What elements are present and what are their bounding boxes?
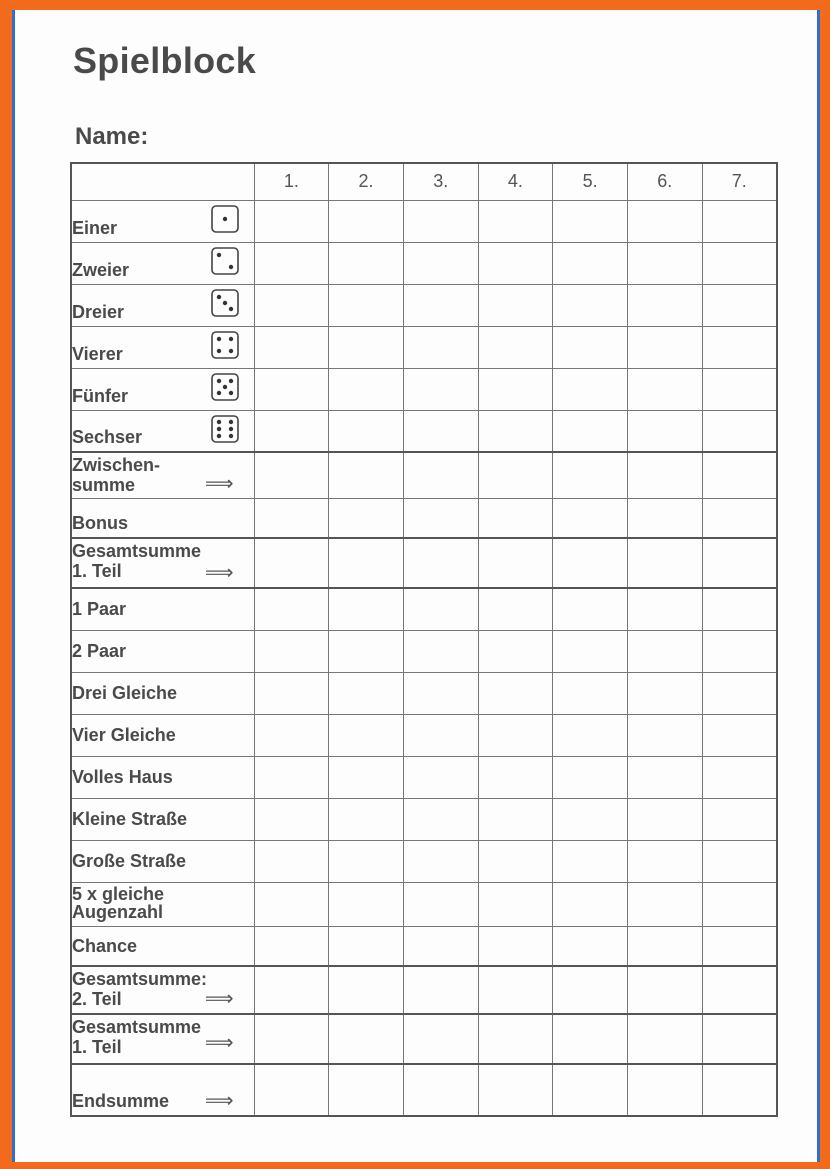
- score-cell[interactable]: [403, 284, 478, 326]
- score-cell[interactable]: [329, 1014, 404, 1064]
- score-cell[interactable]: [553, 242, 628, 284]
- score-cell[interactable]: [403, 1064, 478, 1116]
- score-cell[interactable]: [627, 368, 702, 410]
- row-gesamtsumme-teil1-repeat: [71, 1014, 777, 1064]
- score-cell[interactable]: [478, 368, 553, 410]
- score-cell[interactable]: [627, 840, 702, 882]
- score-cell[interactable]: [254, 882, 329, 926]
- row-label: [71, 882, 254, 926]
- row-label-text: Endsumme: [72, 1091, 170, 1111]
- score-cell[interactable]: [329, 672, 404, 714]
- score-cell[interactable]: [254, 284, 329, 326]
- score-cell[interactable]: [553, 588, 628, 630]
- row-grosse-strasse: [71, 840, 777, 882]
- row-label-text: Bonus: [72, 513, 128, 533]
- score-cell[interactable]: [553, 368, 628, 410]
- score-cell[interactable]: [403, 200, 478, 242]
- score-cell[interactable]: [403, 452, 478, 498]
- column-header: 5.: [553, 163, 628, 200]
- score-cell[interactable]: [702, 588, 777, 630]
- score-cell[interactable]: [254, 756, 329, 798]
- score-cell[interactable]: [329, 452, 404, 498]
- score-cell[interactable]: [553, 326, 628, 368]
- score-cell[interactable]: [702, 714, 777, 756]
- score-cell[interactable]: [254, 588, 329, 630]
- score-cell[interactable]: [403, 588, 478, 630]
- score-cell[interactable]: [702, 966, 777, 1014]
- row-label-text: Kleine Straße: [72, 809, 188, 829]
- score-cell[interactable]: [329, 1064, 404, 1116]
- row-label: [71, 714, 254, 756]
- score-cell[interactable]: [254, 630, 329, 672]
- score-cell[interactable]: [329, 284, 404, 326]
- score-cell[interactable]: [254, 200, 329, 242]
- row-label-text: Sechser: [72, 427, 143, 447]
- score-cell[interactable]: [329, 326, 404, 368]
- column-header: 3.: [403, 163, 478, 200]
- row-bonus: [71, 498, 777, 538]
- row-label-text: 2. Teil: [72, 989, 122, 1009]
- score-cell[interactable]: [403, 756, 478, 798]
- score-cell[interactable]: [553, 756, 628, 798]
- score-cell[interactable]: [329, 840, 404, 882]
- score-cell[interactable]: [553, 672, 628, 714]
- score-cell[interactable]: [702, 630, 777, 672]
- score-cell[interactable]: [627, 798, 702, 840]
- score-cell[interactable]: [329, 630, 404, 672]
- arrow-icon: ⟹: [204, 1032, 234, 1054]
- column-header: 1.: [254, 163, 329, 200]
- row-5-gleiche: [71, 882, 777, 926]
- score-cell[interactable]: [627, 756, 702, 798]
- row-drei-gleiche: [71, 672, 777, 714]
- column-header: 2.: [329, 163, 404, 200]
- score-cell[interactable]: [254, 926, 329, 966]
- row-endsumme: [71, 1064, 777, 1116]
- score-cell[interactable]: [553, 284, 628, 326]
- die-five-icon: [211, 373, 239, 401]
- die-three-icon: [211, 289, 239, 317]
- row-label-text: summe: [72, 475, 136, 495]
- score-cell[interactable]: [702, 410, 777, 452]
- score-cell[interactable]: [478, 1014, 553, 1064]
- row-label-text: 1. Teil: [72, 1037, 122, 1057]
- row-label-text: 1 Paar: [72, 599, 127, 620]
- score-cell[interactable]: [329, 926, 404, 966]
- score-cell[interactable]: [403, 672, 478, 714]
- score-cell[interactable]: [403, 1014, 478, 1064]
- row-label: [71, 630, 254, 672]
- score-cell[interactable]: [702, 756, 777, 798]
- score-cell[interactable]: [403, 242, 478, 284]
- score-cell[interactable]: [254, 714, 329, 756]
- score-cell[interactable]: [403, 926, 478, 966]
- die-two-icon: [211, 247, 239, 275]
- score-cell[interactable]: [702, 798, 777, 840]
- arrow-icon: ⟹: [204, 1090, 234, 1112]
- score-cell[interactable]: [702, 1064, 777, 1116]
- row-label: [71, 410, 254, 452]
- score-cell[interactable]: [478, 966, 553, 1014]
- score-cell[interactable]: [329, 368, 404, 410]
- score-cell[interactable]: [553, 1014, 628, 1064]
- score-cell[interactable]: [329, 242, 404, 284]
- row-label: [71, 538, 254, 588]
- score-cell[interactable]: [627, 714, 702, 756]
- row-label: [71, 588, 254, 630]
- score-cell[interactable]: [627, 672, 702, 714]
- score-cell[interactable]: [403, 882, 478, 926]
- score-cell[interactable]: [627, 326, 702, 368]
- row-1-paar: [71, 588, 777, 630]
- score-cell[interactable]: [627, 410, 702, 452]
- row-label-text: Gesamtsumme:: [72, 969, 208, 989]
- score-cell[interactable]: [329, 410, 404, 452]
- score-cell[interactable]: [478, 326, 553, 368]
- row-label-text: Chance: [72, 935, 138, 956]
- arrow-icon: ⟹: [204, 472, 234, 495]
- score-cell[interactable]: [478, 756, 553, 798]
- score-cell[interactable]: [702, 1014, 777, 1064]
- page-title: Spielblock: [73, 40, 257, 81]
- score-cell[interactable]: [627, 1064, 702, 1116]
- score-cell[interactable]: [403, 798, 478, 840]
- row-dreier: [71, 284, 777, 326]
- row-label-text: Vierer: [72, 343, 123, 364]
- score-cell[interactable]: [329, 798, 404, 840]
- row-vier-gleiche: [71, 714, 777, 756]
- row-kleine-strasse: [71, 798, 777, 840]
- row-label: [71, 672, 254, 714]
- row-label-text: Drei Gleiche: [72, 683, 178, 703]
- score-cell[interactable]: [553, 798, 628, 840]
- score-cell[interactable]: [254, 368, 329, 410]
- score-cell[interactable]: [478, 926, 553, 966]
- score-cell[interactable]: [702, 672, 777, 714]
- score-cell[interactable]: [254, 840, 329, 882]
- score-cell[interactable]: [478, 630, 553, 672]
- score-cell[interactable]: [254, 538, 329, 588]
- column-header: 7.: [702, 163, 777, 200]
- score-cell[interactable]: [702, 538, 777, 588]
- score-cell[interactable]: [478, 798, 553, 840]
- header-row: [71, 163, 777, 200]
- die-one-icon: [211, 205, 239, 233]
- row-label: [71, 840, 254, 882]
- score-cell[interactable]: [702, 200, 777, 242]
- row-label: [71, 926, 254, 966]
- column-header: 4.: [478, 163, 553, 200]
- row-label-text: Einer: [72, 217, 118, 238]
- row-label: [71, 1014, 254, 1064]
- score-cell[interactable]: [702, 498, 777, 538]
- score-cell[interactable]: [702, 326, 777, 368]
- row-gesamtsumme-teil2: [71, 966, 777, 1014]
- die-four-icon: [211, 331, 239, 359]
- score-cell[interactable]: [254, 498, 329, 538]
- score-cell[interactable]: [702, 840, 777, 882]
- score-cell[interactable]: [478, 882, 553, 926]
- score-cell[interactable]: [254, 1064, 329, 1116]
- score-cell[interactable]: [627, 1014, 702, 1064]
- score-cell[interactable]: [478, 840, 553, 882]
- score-cell[interactable]: [553, 840, 628, 882]
- row-label: [71, 200, 254, 242]
- row-2-paar: [71, 630, 777, 672]
- row-label-text: 2 Paar: [72, 641, 127, 661]
- score-cell[interactable]: [627, 588, 702, 630]
- score-cell[interactable]: [254, 242, 329, 284]
- score-cell[interactable]: [254, 672, 329, 714]
- score-cell[interactable]: [329, 498, 404, 538]
- row-label-text: Zwischen-: [72, 455, 161, 475]
- row-fuenfer: [71, 368, 777, 410]
- score-cell[interactable]: [403, 538, 478, 588]
- score-cell[interactable]: [553, 926, 628, 966]
- header-corner: [71, 163, 254, 200]
- score-cell[interactable]: [627, 242, 702, 284]
- score-cell[interactable]: [403, 966, 478, 1014]
- score-cell[interactable]: [553, 498, 628, 538]
- row-sechser: [71, 410, 777, 452]
- score-cell[interactable]: [478, 498, 553, 538]
- score-cell[interactable]: [329, 756, 404, 798]
- score-cell[interactable]: [254, 1014, 329, 1064]
- row-label-text: Volles Haus: [72, 767, 173, 787]
- score-cell[interactable]: [329, 538, 404, 588]
- score-cell[interactable]: [329, 714, 404, 756]
- score-cell[interactable]: [478, 284, 553, 326]
- score-cell[interactable]: [254, 410, 329, 452]
- score-cell[interactable]: [403, 630, 478, 672]
- score-cell[interactable]: [329, 966, 404, 1014]
- score-cell[interactable]: [478, 242, 553, 284]
- row-label: [71, 756, 254, 798]
- score-cell[interactable]: [553, 538, 628, 588]
- score-cell[interactable]: [553, 882, 628, 926]
- score-cell[interactable]: [702, 284, 777, 326]
- row-label: [71, 498, 254, 538]
- score-cell[interactable]: [553, 1064, 628, 1116]
- row-label-text: Dreier: [72, 301, 125, 322]
- score-cell[interactable]: [254, 798, 329, 840]
- score-cell[interactable]: [478, 588, 553, 630]
- score-cell[interactable]: [627, 538, 702, 588]
- row-zweier: [71, 242, 777, 284]
- score-table: [70, 162, 778, 1117]
- row-zwischensumme: [71, 452, 777, 498]
- row-chance: [71, 926, 777, 966]
- score-cell[interactable]: [702, 368, 777, 410]
- die-six-icon: [211, 415, 239, 443]
- score-cell[interactable]: [553, 200, 628, 242]
- score-cell[interactable]: [329, 882, 404, 926]
- score-cell[interactable]: [403, 840, 478, 882]
- score-cell[interactable]: [478, 714, 553, 756]
- row-label-text: Gesamtsumme: [72, 1017, 202, 1037]
- score-cell[interactable]: [553, 966, 628, 1014]
- score-cell[interactable]: [553, 410, 628, 452]
- score-cell[interactable]: [403, 498, 478, 538]
- row-label-text: 1. Teil: [72, 561, 122, 581]
- row-label: [71, 242, 254, 284]
- score-cell[interactable]: [553, 452, 628, 498]
- score-cell[interactable]: [254, 452, 329, 498]
- score-cell[interactable]: [478, 200, 553, 242]
- score-cell[interactable]: [702, 452, 777, 498]
- row-label-text: Zweier: [72, 259, 130, 280]
- name-label: Name:: [75, 123, 149, 150]
- column-header: 6.: [627, 163, 702, 200]
- arrow-icon: ⟹: [204, 562, 234, 584]
- score-cell[interactable]: [478, 1064, 553, 1116]
- row-label: [71, 966, 254, 1014]
- score-cell[interactable]: [403, 714, 478, 756]
- score-cell[interactable]: [627, 452, 702, 498]
- score-cell[interactable]: [627, 630, 702, 672]
- row-label-text: Große Straße: [72, 851, 187, 871]
- score-cell[interactable]: [254, 966, 329, 1014]
- score-cell[interactable]: [627, 966, 702, 1014]
- row-label: [71, 368, 254, 410]
- score-cell[interactable]: [627, 882, 702, 926]
- score-cell[interactable]: [627, 200, 702, 242]
- score-sheet: [12, 10, 820, 1162]
- score-cell[interactable]: [702, 926, 777, 966]
- row-label-text: 5 x gleiche: [72, 883, 165, 904]
- score-cell[interactable]: [627, 926, 702, 966]
- score-cell[interactable]: [702, 882, 777, 926]
- arrow-icon: ⟹: [204, 988, 234, 1010]
- score-cell[interactable]: [553, 630, 628, 672]
- row-label-text: Gesamtsumme: [72, 541, 202, 561]
- row-einer: [71, 200, 777, 242]
- row-volles-haus: [71, 756, 777, 798]
- row-label-text: Fünfer: [72, 385, 128, 406]
- row-vierer: [71, 326, 777, 368]
- score-cell[interactable]: [329, 588, 404, 630]
- row-label: [71, 1064, 254, 1116]
- row-label-text: Augenzahl: [72, 901, 164, 922]
- row-label-text: Vier Gleiche: [72, 725, 176, 745]
- score-cell[interactable]: [478, 410, 553, 452]
- score-cell[interactable]: [403, 368, 478, 410]
- score-cell[interactable]: [702, 242, 777, 284]
- row-label: [71, 326, 254, 368]
- score-cell[interactable]: [553, 714, 628, 756]
- score-cell[interactable]: [403, 326, 478, 368]
- score-cell[interactable]: [329, 200, 404, 242]
- score-cell[interactable]: [478, 672, 553, 714]
- row-gesamtsumme-teil1: [71, 538, 777, 588]
- score-cell[interactable]: [627, 284, 702, 326]
- row-label: [71, 798, 254, 840]
- score-cell[interactable]: [254, 326, 329, 368]
- score-cell[interactable]: [478, 452, 553, 498]
- score-cell[interactable]: [478, 538, 553, 588]
- score-cell[interactable]: [403, 410, 478, 452]
- row-label: [71, 284, 254, 326]
- score-cell[interactable]: [627, 498, 702, 538]
- row-label: [71, 452, 254, 498]
